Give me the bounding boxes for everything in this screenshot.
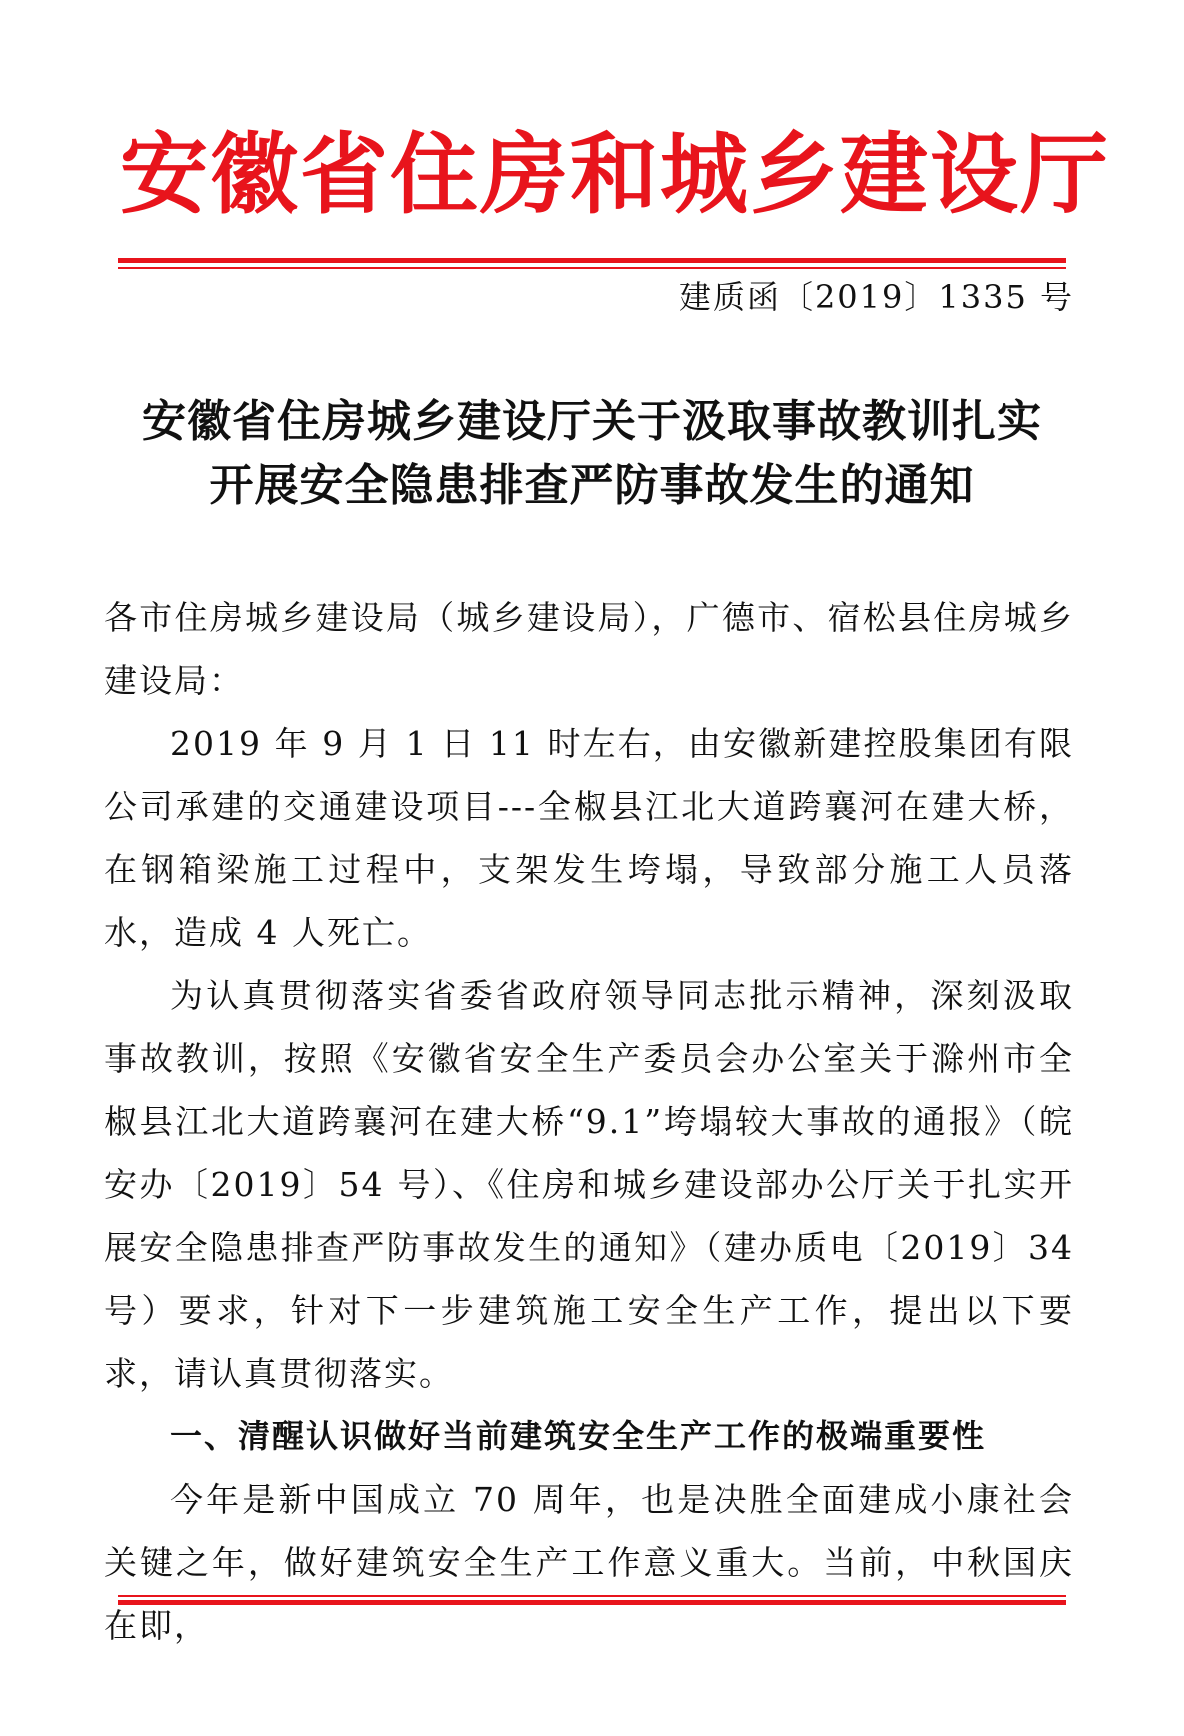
document-title bbox=[100, 390, 1084, 518]
document-title-line-2: 开展安全隐患排查严防事故发生的通知 bbox=[209, 460, 975, 511]
agency-header: 安徽省住房和城乡建设厅 bbox=[120, 123, 1111, 226]
header-red-rule-thick bbox=[118, 258, 1066, 263]
document-body bbox=[104, 586, 1074, 1657]
body-paragraph-requirements: 为认真贯彻落实省委省政府领导同志批示精神，深刻汲取事故教训，按照《安徽省安全生产委员会办公室关于滁州市全椒县江北大道跨襄河在建大桥“9.1”垮塌较大事故的通报》（皖安办〔2019〕54 号）、《住房和城乡建设部办公厅关于扎实开展安全隐患排查严防事故发生的通知》（建办质电〔2019〕34 号）要求，针对下一步建筑施工安全生产工作，提出以下要求，请认真贯彻落实。 bbox=[104, 976, 1074, 1393]
footer-red-rule-thick bbox=[118, 1600, 1066, 1605]
header-red-rule-thin bbox=[118, 267, 1066, 269]
section-heading-1: 一、清醒认识做好当前建筑安全生产工作的极端重要性 bbox=[170, 1417, 987, 1455]
section-1-paragraph: 今年是新中国成立 70 周年，也是决胜全面建成小康社会关键之年，做好建筑安全生产工作意义重大。当前，中秋国庆在即， bbox=[104, 1480, 1074, 1645]
footer-red-rule-thin bbox=[118, 1595, 1066, 1597]
body-paragraph-accident: 2019 年 9 月 1 日 11 时左右，由安徽新建控股集团有限公司承建的交通建设项目---全椒县江北大道跨襄河在建大桥，在钢箱梁施工过程中，支架发生垮塌，导致部分施工人员落水，造成 4 人死亡。 bbox=[104, 724, 1074, 952]
salutation: 各市住房城乡建设局（城乡建设局），广德市、宿松县住房城乡建设局： bbox=[104, 598, 1074, 700]
document-number: 建质函〔2019〕1335 号 bbox=[678, 278, 1074, 316]
document-title-line-1: 安徽省住房城乡建设厅关于汲取事故教训扎实 bbox=[142, 396, 1042, 447]
